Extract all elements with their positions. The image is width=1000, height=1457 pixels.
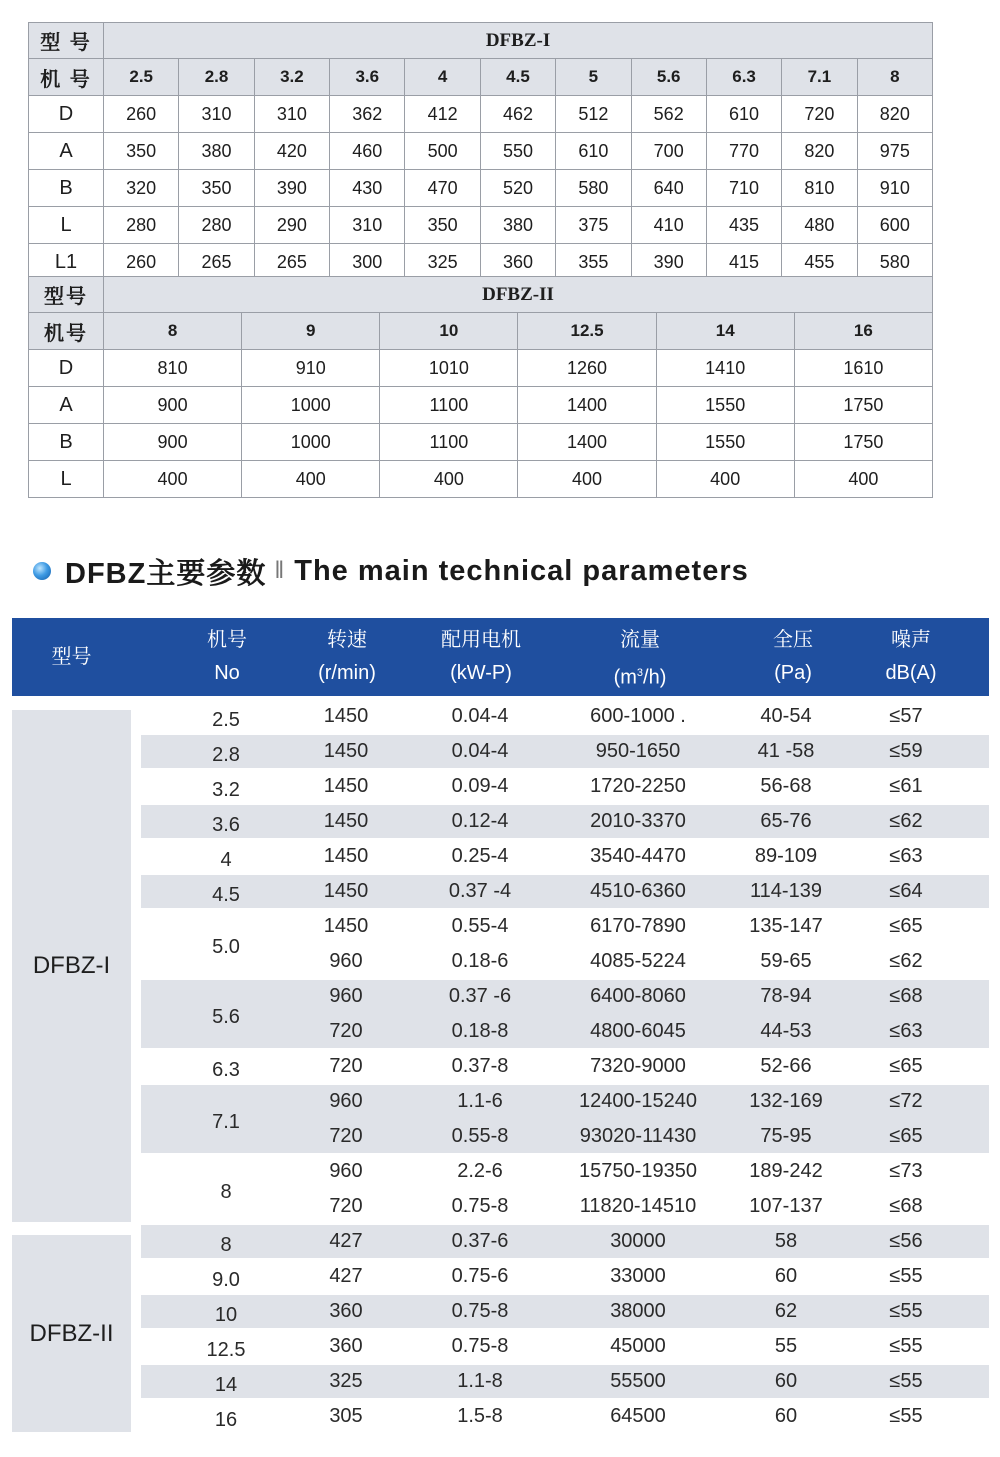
dimension-value: 520: [480, 170, 555, 207]
table-cell: 114-139: [750, 880, 822, 902]
dimension-value: 462: [480, 96, 555, 133]
table-cell: ≤61: [889, 775, 923, 797]
machine-number: 14: [656, 313, 794, 350]
table-cell: 0.25-4: [451, 845, 509, 867]
machine-number: 3.6: [330, 59, 405, 96]
table-cell: ≤62: [889, 810, 923, 832]
table-cell: 1450: [323, 740, 369, 762]
dimension-value: 810: [782, 170, 857, 207]
dimension-value: 1550: [656, 387, 794, 424]
machine-no-cell: 8: [220, 1181, 232, 1203]
table-cell: 6400-8060: [590, 985, 686, 1007]
dimension-value: 260: [104, 96, 179, 133]
dimension-value: 400: [518, 461, 656, 498]
table-cell: 55: [774, 1335, 798, 1357]
dimension-value: 1000: [242, 387, 380, 424]
table-cell: 4085-5224: [590, 950, 686, 972]
machine-number: 9: [242, 313, 380, 350]
table-cell: 0.37 -4: [448, 880, 512, 902]
machine-number: 5.6: [631, 59, 706, 96]
machine-no-cell: 4.5: [212, 883, 240, 906]
table-cell: ≤65: [889, 1055, 923, 1077]
table-cell: 1.1-6: [457, 1090, 503, 1112]
dimension-value: 820: [782, 133, 857, 170]
table-cell: 1.1-8: [457, 1370, 503, 1392]
table-cell: 60: [774, 1405, 798, 1427]
dimension-value: 610: [706, 96, 781, 133]
table-row: [29, 244, 933, 281]
table-cell: 75-95: [760, 1125, 812, 1147]
machine-no-cell: 6.3: [212, 1058, 240, 1081]
machine-no-cell: 2.5: [212, 708, 240, 731]
dimension-value: 1010: [380, 350, 518, 387]
table-row: [29, 350, 933, 387]
table-cell: ≤56: [889, 1230, 923, 1252]
table-cell: 0.37 -6: [448, 985, 512, 1007]
dimension-value: 1750: [794, 387, 932, 424]
table-cell: 60: [774, 1370, 798, 1392]
table-cell: 45000: [610, 1335, 666, 1357]
header-pressure: 全压 (Pa): [773, 629, 813, 684]
dimension-value: 415: [706, 244, 781, 281]
dimension-label: B: [29, 170, 104, 207]
table-cell: 0.37-8: [451, 1055, 509, 1077]
group-label: DFBZ-I: [12, 710, 131, 1222]
table-cell: 0.75-8: [451, 1300, 509, 1322]
table-cell: 62: [774, 1300, 798, 1322]
table-cell: 3540-4470: [590, 845, 686, 867]
table-cell: 89-109: [754, 845, 818, 867]
dimension-value: 1100: [380, 424, 518, 461]
table-cell: 189-242: [749, 1160, 823, 1182]
dimension-value: 1610: [794, 350, 932, 387]
table-cell: 60: [774, 1265, 798, 1287]
dimension-value: 600: [857, 207, 932, 244]
dimension-value: 975: [857, 133, 932, 170]
table-cell: 59-65: [760, 950, 812, 972]
table-cell: 960: [329, 950, 363, 972]
table-cell: 30000: [610, 1230, 666, 1252]
dimension-value: 390: [631, 244, 706, 281]
title-separator: ‖: [274, 557, 285, 584]
param-table-header: [12, 618, 989, 696]
machine-no-cell: 5.6: [212, 1006, 240, 1028]
table-cell: ≤73: [889, 1160, 923, 1182]
table-cell: ≤55: [889, 1265, 923, 1287]
table-cell: 1.5-8: [457, 1405, 503, 1427]
machine-no-cell: 4: [220, 848, 232, 871]
table-cell: 0.75-8: [451, 1195, 509, 1217]
table-cell: 33000: [610, 1265, 666, 1287]
dimension-value: 310: [254, 96, 329, 133]
table-cell: 11820-14510: [579, 1195, 697, 1217]
dimension-value: 500: [405, 133, 480, 170]
table-cell: 65-76: [760, 810, 812, 832]
table-cell: 0.55-4: [451, 915, 509, 937]
dimension-value: 350: [104, 133, 179, 170]
machine-number: 4.5: [480, 59, 555, 96]
table-cell: 52-66: [760, 1055, 812, 1077]
table-cell: 960: [329, 1160, 363, 1182]
machine-no-cell: 9.0: [212, 1268, 240, 1291]
table-cell: ≤65: [889, 915, 923, 937]
table-row: [29, 207, 933, 244]
dimension-value: 700: [631, 133, 706, 170]
dimension-value: 325: [405, 244, 480, 281]
table-cell: ≤68: [889, 985, 923, 1007]
table-cell: 0.75-6: [451, 1265, 509, 1287]
table-cell: 1450: [323, 845, 369, 867]
dimension-value: 1260: [518, 350, 656, 387]
table-cell: 15750-19350: [579, 1160, 697, 1182]
table-row: [29, 387, 933, 424]
table-cell: ≤68: [889, 1195, 923, 1217]
dimension-value: 1100: [380, 387, 518, 424]
machine-no-cell: 7.1: [212, 1111, 240, 1133]
dimension-value: 350: [405, 207, 480, 244]
table-cell: 0.37-6: [451, 1230, 509, 1252]
table-cell: 2010-3370: [590, 810, 686, 832]
machine-number: 4: [405, 59, 480, 96]
table-cell: 325: [329, 1370, 363, 1392]
dimension-value: 265: [179, 244, 254, 281]
dimension-value: 360: [480, 244, 555, 281]
table-cell: 1720-2250: [590, 775, 686, 797]
machine-number: 10: [380, 313, 518, 350]
table-cell: 64500: [610, 1405, 666, 1427]
table-cell: 4800-6045: [590, 1020, 686, 1042]
dimension-value: 1400: [518, 424, 656, 461]
dimension-table-dfbz-i: [28, 22, 933, 281]
table-cell: 720: [329, 1125, 363, 1147]
section-heading: [33, 551, 749, 591]
machine-no-cell: 5.0: [212, 936, 240, 958]
dimension-value: 375: [556, 207, 631, 244]
dimension-value: 512: [556, 96, 631, 133]
dimension-value: 400: [104, 461, 242, 498]
table-cell: 55500: [610, 1370, 666, 1392]
machine-number-row: [29, 313, 933, 350]
machine-no-cell: 3.6: [212, 813, 240, 836]
table-cell: 38000: [610, 1300, 666, 1322]
dimension-value: 380: [480, 207, 555, 244]
table-cell: ≤55: [889, 1335, 923, 1357]
dimension-value: 900: [104, 387, 242, 424]
header-no: 机号 No: [207, 629, 247, 684]
table-cell: ≤57: [889, 705, 923, 727]
series-title-row: [29, 277, 933, 313]
table-cell: 0.04-4: [451, 705, 509, 727]
dimension-label: B: [29, 424, 104, 461]
dimension-value: 1400: [518, 387, 656, 424]
dimension-value: 390: [254, 170, 329, 207]
dimension-value: 710: [706, 170, 781, 207]
dimension-value: 640: [631, 170, 706, 207]
table-cell: ≤62: [889, 950, 923, 972]
table-cell: 7320-9000: [590, 1055, 686, 1077]
machine-number: 16: [794, 313, 932, 350]
table-cell: ≤64: [889, 880, 923, 902]
series-name: DFBZ-II: [104, 277, 933, 313]
dimension-value: 720: [782, 96, 857, 133]
table-cell: 0.04-4: [451, 740, 509, 762]
machine-no-label: 机号: [29, 313, 104, 350]
table-row: [29, 96, 933, 133]
table-cell: 40-54: [760, 705, 812, 727]
machine-no-cell: 12.5: [206, 1338, 246, 1361]
dimension-value: 910: [857, 170, 932, 207]
dimension-label: D: [29, 350, 104, 387]
table-cell: 360: [329, 1335, 363, 1357]
dimension-value: 1750: [794, 424, 932, 461]
dimension-value: 362: [330, 96, 405, 133]
dimension-value: 900: [104, 424, 242, 461]
table-cell: 720: [329, 1195, 363, 1217]
dimension-table-dfbz-ii: [28, 276, 933, 498]
dimension-value: 910: [242, 350, 380, 387]
machine-no-cell: 2.8: [212, 743, 240, 766]
table-cell: 1450: [323, 810, 369, 832]
header-speed: 转速 (r/min): [318, 629, 376, 684]
dimension-value: 550: [480, 133, 555, 170]
table-cell: 2.2-6: [457, 1160, 503, 1182]
dimension-value: 810: [104, 350, 242, 387]
bullet-dot-icon: [33, 562, 51, 580]
dimension-value: 400: [656, 461, 794, 498]
dimension-value: 265: [254, 244, 329, 281]
machine-no-cell: 16: [214, 1408, 238, 1431]
dimension-value: 400: [380, 461, 518, 498]
header-motor: 配用电机 (kW-P): [441, 629, 521, 684]
table-cell: 0.09-4: [451, 775, 509, 797]
table-row: [29, 424, 933, 461]
dimension-value: 320: [104, 170, 179, 207]
table-cell: 107-137: [749, 1195, 823, 1217]
dimension-value: 410: [631, 207, 706, 244]
dimension-value: 400: [794, 461, 932, 498]
table-cell: ≤72: [889, 1090, 923, 1112]
table-cell: 960: [329, 985, 363, 1007]
machine-number: 7.1: [782, 59, 857, 96]
table-cell: 135-147: [749, 915, 823, 937]
dimension-value: 435: [706, 207, 781, 244]
header-noise: 噪声 dB(A): [885, 629, 937, 684]
machine-number: 2.5: [104, 59, 179, 96]
type-label: 型号: [29, 277, 104, 313]
series-name: DFBZ-I: [104, 23, 933, 59]
machine-no-label: 机 号: [29, 59, 104, 96]
table-cell: 6170-7890: [590, 915, 686, 937]
dimension-value: 420: [254, 133, 329, 170]
table-cell: 360: [329, 1300, 363, 1322]
dimension-value: 280: [179, 207, 254, 244]
table-cell: 93020-11430: [579, 1125, 697, 1147]
table-cell: ≤59: [889, 740, 923, 762]
type-label: 型 号: [29, 23, 104, 59]
section-title-en: The main technical parameters: [294, 554, 749, 587]
dimension-value: 350: [179, 170, 254, 207]
machine-number: 6.3: [706, 59, 781, 96]
dimension-value: 412: [405, 96, 480, 133]
table-cell: 0.75-8: [451, 1335, 509, 1357]
header-flow: 流量 $(m^3/h)$: [613, 629, 667, 689]
machine-number: 2.8: [179, 59, 254, 96]
table-cell: 0.55-8: [451, 1125, 509, 1147]
machine-no-cell: 14: [214, 1373, 238, 1396]
dimension-value: 610: [556, 133, 631, 170]
dimension-label: L: [29, 207, 104, 244]
dimension-value: 355: [556, 244, 631, 281]
dimension-value: 260: [104, 244, 179, 281]
dimension-value: 480: [782, 207, 857, 244]
machine-number: 8: [857, 59, 932, 96]
dimension-value: 310: [179, 96, 254, 133]
dimension-value: 1550: [656, 424, 794, 461]
table-row: [29, 133, 933, 170]
series-title-row: [29, 23, 933, 59]
table-cell: 600-1000 .: [590, 705, 686, 727]
machine-number: 5: [556, 59, 631, 96]
dimension-value: 580: [857, 244, 932, 281]
table-cell: 427: [329, 1265, 363, 1287]
group-label: DFBZ-II: [12, 1235, 131, 1432]
table-cell: 132-169: [749, 1090, 823, 1112]
table-cell: 78-94: [760, 985, 812, 1007]
dimension-value: 300: [330, 244, 405, 281]
table-cell: 1450: [323, 880, 369, 902]
table-cell: ≤63: [889, 1020, 923, 1042]
table-cell: 305: [329, 1405, 363, 1427]
table-cell: 1450: [323, 915, 369, 937]
table-cell: 12400-15240: [579, 1090, 697, 1112]
table-cell: 720: [329, 1055, 363, 1077]
dimension-label: L1: [29, 244, 104, 281]
dimension-value: 290: [254, 207, 329, 244]
table-cell: 0.18-8: [451, 1020, 509, 1042]
table-cell: 960: [329, 1090, 363, 1112]
machine-no-cell: 3.2: [212, 778, 240, 801]
machine-number: 3.2: [254, 59, 329, 96]
dimension-label: D: [29, 96, 104, 133]
dimension-value: 460: [330, 133, 405, 170]
table-cell: ≤55: [889, 1370, 923, 1392]
machine-number-row: [29, 59, 933, 96]
dimension-value: 430: [330, 170, 405, 207]
dimension-value: 400: [242, 461, 380, 498]
table-cell: 950-1650: [595, 740, 681, 762]
dimension-value: 1410: [656, 350, 794, 387]
dimension-label: A: [29, 387, 104, 424]
table-cell: ≤55: [889, 1405, 923, 1427]
dimension-value: 380: [179, 133, 254, 170]
table-cell: 0.12-4: [451, 810, 509, 832]
dimension-value: 1000: [242, 424, 380, 461]
section-title-cn: DFBZ主要参数: [65, 557, 267, 590]
table-cell: 44-53: [760, 1020, 812, 1042]
table-cell: ≤65: [889, 1125, 923, 1147]
table-cell: 720: [329, 1020, 363, 1042]
dimension-value: 562: [631, 96, 706, 133]
dimension-value: 820: [857, 96, 932, 133]
header-type: 型号: [51, 646, 92, 668]
dimension-value: 310: [330, 207, 405, 244]
machine-no-cell: 10: [214, 1303, 238, 1326]
dimension-value: 770: [706, 133, 781, 170]
dimension-label: A: [29, 133, 104, 170]
machine-number: 12.5: [518, 313, 656, 350]
table-row: [29, 170, 933, 207]
table-cell: 41 -58: [757, 740, 815, 762]
dimension-value: 280: [104, 207, 179, 244]
table-cell: 56-68: [760, 775, 812, 797]
table-row: [29, 461, 933, 498]
table-cell: 427: [329, 1230, 363, 1252]
table-cell: ≤55: [889, 1300, 923, 1322]
table-cell: ≤63: [889, 845, 923, 867]
table-cell: 1450: [323, 705, 369, 727]
machine-number: 8: [104, 313, 242, 350]
table-cell: 0.18-6: [451, 950, 509, 972]
table-cell: 58: [774, 1230, 798, 1252]
machine-no-cell: 8: [220, 1233, 232, 1256]
dimension-value: 455: [782, 244, 857, 281]
dimension-label: L: [29, 461, 104, 498]
table-cell: 1450: [323, 775, 369, 797]
dimension-value: 470: [405, 170, 480, 207]
dimension-value: 580: [556, 170, 631, 207]
table-cell: 4510-6360: [590, 880, 686, 902]
